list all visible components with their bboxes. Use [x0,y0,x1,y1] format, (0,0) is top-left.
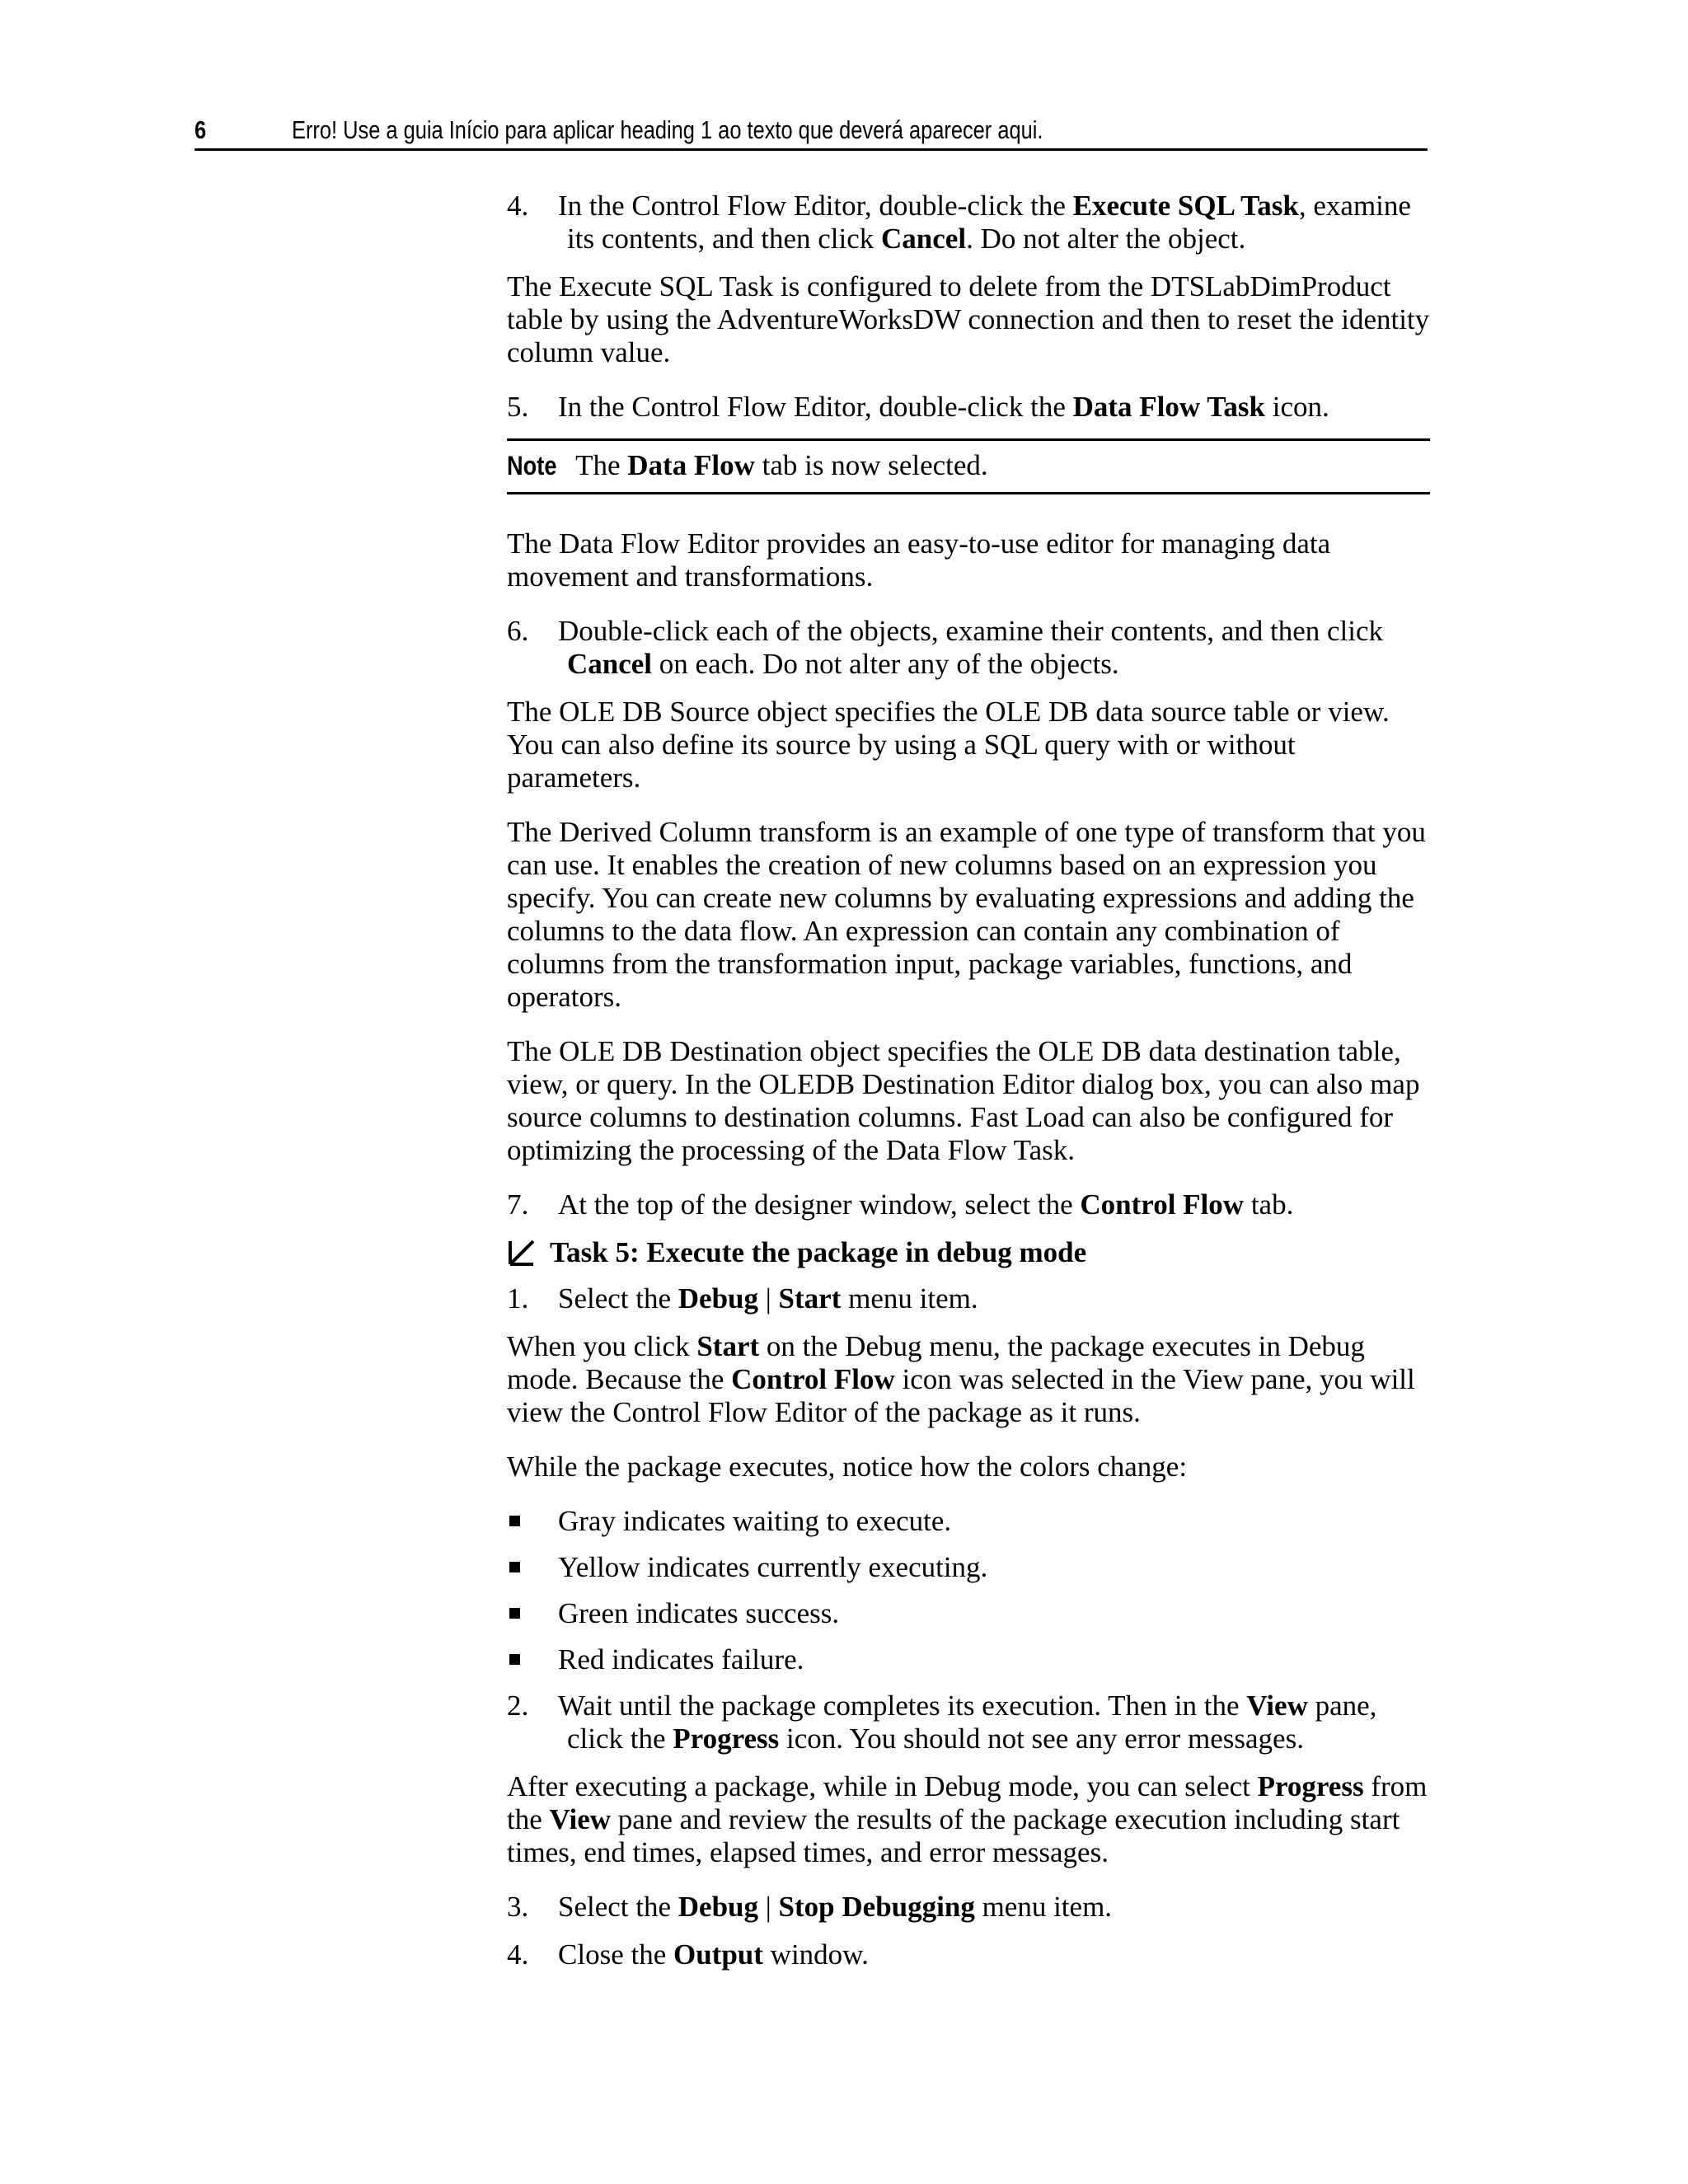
paragraph-debug-start: When you click Start on the Debug menu, the package executes in Debug mode. Because the Control Flow icon was selected in the View pane, you will view the Control Flow Editor of the package as it runs. [507,1330,1415,1428]
paragraph-colors-intro: While the package executes, notice how the colors change: [507,1451,1188,1483]
paragraph-ole-db-destination: The OLE DB Destination object specifies the OLE DB data destination table, view, or query. In the OLEDB Destination Editor dialog box, you can also map source columns to destination columns. Fast Load can also be configured for optimizing the processing of the Data Flow Task. [507,1035,1420,1166]
list-item: Yellow indicates currently executing. [507,1551,1430,1584]
task-step-1-debug-start: 1. Select the Debug | Start menu item. [507,1282,978,1315]
bullet-square-icon [509,1654,520,1665]
step-6-double-click-objects: 6. Double-click each of the objects, examine their contents, and then click Cancel on each. Do not alter any of the objects. [507,615,1384,680]
list-item: Green indicates success. [507,1597,1430,1630]
page-header [195,105,1428,151]
bullet-square-icon [509,1516,520,1526]
note-label: Note [507,451,557,480]
step-5-data-flow-task: 5. In the Control Flow Editor, double-click the Data Flow Task icon. [507,391,1329,423]
task-step-3-stop-debugging: 3. Select the Debug | Stop Debugging menu item. [507,1891,1113,1923]
task-step-2-progress: 2. Wait until the package completes its execution. Then in the View pane, click the Progress icon. You should not see any error messages. [507,1690,1377,1755]
task-5-title: Task 5: Execute the package in debug mode [550,1236,1087,1268]
paragraph-derived-column: The Derived Column transform is an example of one type of transform that you can use. It enables the creation of new columns based on an expression you specify. You can create new columns by evaluating expressions and adding the columns to the data flow. An expression can contain any combination of columns from the transformation input, package variables, functions, and operators. [507,816,1426,1013]
paragraph-execute-sql: The Execute SQL Task is configured to delete from the DTSLabDimProduct table by using the AdventureWorksDW connection and then to reset the identity column value. [507,270,1430,368]
page-number: 6 [195,115,207,144]
step-4-execute-sql: 4. In the Control Flow Editor, double-click the Execute SQL Task, examine its contents, and then click Cancel. Do not alter the object. [507,190,1411,255]
step-7-control-flow-tab: 7. At the top of the designer window, select the Control Flow tab. [507,1188,1294,1221]
list-item: Gray indicates waiting to execute. [507,1505,1430,1538]
list-item: Red indicates failure. [507,1643,1430,1676]
paragraph-progress: After executing a package, while in Debug mode, you can select Progress from the View pane and review the results of the package execution including start times, end times, elapsed times, and error messages. [507,1770,1428,1868]
running-head: Erro! Use a guia Início para aplicar heading 1 ao texto que deverá aparecer aqui. [292,115,1043,144]
task-step-4-close-output: 4. Close the Output window. [507,1938,869,1971]
task-5-heading [507,1236,1430,1269]
paragraph-ole-db-source: The OLE DB Source object specifies the OLE DB data source table or view. You can also define its source by using a SQL query with or without parameters. [507,696,1390,794]
bullet-square-icon [509,1608,520,1619]
bullet-square-icon [509,1562,520,1572]
checkbox-arrow-icon [507,1238,537,1268]
document-body [507,190,1430,1986]
note-box: Note The Data Flow tab is now selected. [507,438,1430,494]
paragraph-data-flow-editor: The Data Flow Editor provides an easy-to-use editor for managing data movement and transformations. [507,527,1331,593]
